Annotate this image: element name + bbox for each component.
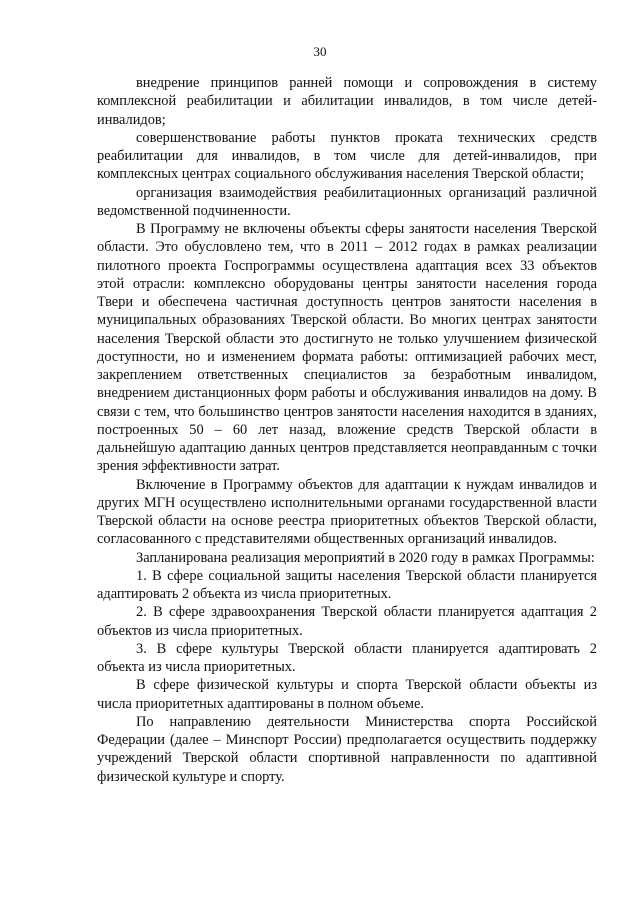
- page-number: 30: [313, 44, 327, 59]
- paragraph-planned-2020: Запланирована реализация мероприятий в 2020 году в рамках Программы:: [136, 549, 595, 566]
- paragraph-early-help: внедрение принципов ранней помощи и сопровождения в систему комплексной реабилитации и абилитации инвалидов, в том числе детей-инвалидов;: [97, 75, 597, 128]
- paragraph-program-inclusion: Включение в Программу объектов для адаптации к нуждам инвалидов и других МГН осуществлено исполнительными органами государственной власти Тверской области на основе реестра приоритетных объектов Тверской области, согласованного с представителями общественных организаций инвалидов.: [97, 476, 597, 548]
- paragraph-interaction: организация взаимодействия реабилитационных организаций различной ведомственной подчиненности.: [97, 184, 597, 219]
- paragraph-sport: В сфере физической культуры и спорта Тверской области объекты из числа приоритетных адаптированы в полном объеме.: [97, 677, 597, 712]
- paragraph-item-healthcare: 2. В сфере здравоохранения Тверской области планируется адаптация 2 объектов из числа приоритетных.: [97, 604, 597, 639]
- paragraph-item-culture: 3. В сфере культуры Тверской области планируется адаптировать 2 объекта из числа приоритетных.: [97, 640, 597, 675]
- paragraph-employment-objects: В Программу не включены объекты сферы занятости населения Тверской области. Это обусловлено тем, что в 2011 – 2012 годах в рамках реализации пилотного проекта Госпрограммы осуществлена адаптация всех 33 объектов этой отрасли: комплексно оборудованы центры занятости населения города Твери и обеспечена частичная доступность центров занятости населения в муниципальных образованиях Тверской области. Во многих центрах занятости населения Тверской области это достигнуто не только улучшением физической доступности, но и изменением формата работы: оптимизацией рабочих мест, закреплением ответственных специалистов за безработным инвалидом, внедрением дистанционных форм работы и обслуживания инвалидов на дому. В связи с тем, что большинство центров занятости населения находится в зданиях, построенных 50 – 60 лет назад, вложение средств Тверской области в дальнейшую адаптацию данных центров представляется неоправданным с точки зрения эффективности затрат.: [97, 221, 597, 475]
- paragraph-rental-points: совершенствование работы пунктов проката технических средств реабилитации для инвалидов, в том числе для детей-инвалидов, при комплексных центрах социального обслуживания населения Тверской области;: [97, 129, 597, 183]
- document-body: [97, 74, 597, 786]
- paragraph-item-social-protection: 1. В сфере социальной защиты населения Тверской области планируется адаптировать 2 объекта из числа приоритетных.: [97, 567, 597, 602]
- paragraph-minsport: По направлению деятельности Министерства спорта Российской Федерации (далее – Минспорт России) предполагается осуществить поддержку учреждений Тверской области спортивной направленности по адаптивной физической культуре и спорту.: [97, 713, 597, 785]
